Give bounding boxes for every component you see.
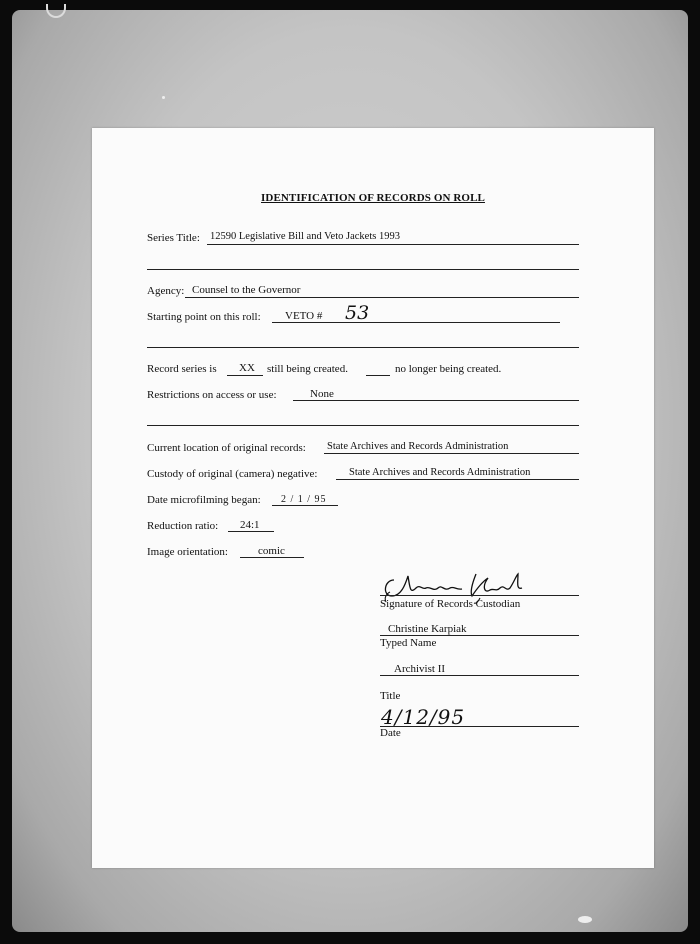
reduction-ratio-label: Reduction ratio:	[147, 520, 219, 532]
custody-value: State Archives and Records Administration	[349, 467, 531, 478]
record-series-no-longer-blank	[366, 375, 390, 376]
agency-value: Counsel to the Governor	[192, 284, 301, 296]
record-series-label: Record series is	[147, 363, 217, 375]
series-title-extra-line	[147, 269, 579, 270]
typed-name-value: Christine Karpiak	[388, 623, 467, 635]
series-title-label: Series Title:	[147, 232, 200, 244]
image-orientation-value: comic	[258, 545, 285, 557]
current-location-label: Current location of original records:	[147, 442, 306, 454]
signature-label: Signature of Records Custodian	[380, 598, 521, 610]
typed-name-label: Typed Name	[380, 637, 437, 649]
starting-point-underline	[272, 322, 560, 323]
restrictions-underline	[293, 400, 579, 401]
record-series-mark: XX	[239, 362, 255, 374]
restrictions-label: Restrictions on access or use:	[147, 389, 277, 401]
reduction-ratio-value: 24:1	[240, 519, 260, 531]
series-title-underline	[207, 244, 579, 245]
series-title-value: 12590 Legislative Bill and Veto Jackets 1993	[210, 231, 400, 242]
custody-label: Custody of original (camera) negative:	[147, 468, 318, 480]
date-began-underline	[272, 505, 338, 506]
current-location-value: State Archives and Records Administration	[327, 441, 509, 452]
records-form	[92, 128, 654, 868]
starting-point-handwritten-number: 53	[345, 302, 370, 324]
no-longer-being-created-text: no longer being created.	[395, 363, 502, 375]
date-label: Date	[380, 727, 401, 739]
starting-point-value: VETO #	[285, 310, 323, 322]
starting-point-extra-line	[147, 347, 579, 348]
agency-label: Agency:	[147, 285, 185, 297]
custody-underline	[336, 479, 579, 480]
restrictions-value: None	[310, 388, 334, 400]
film-speck	[162, 96, 165, 99]
film-speck	[578, 916, 592, 923]
title-label: Title	[380, 690, 401, 702]
starting-point-label: Starting point on this roll:	[147, 311, 261, 323]
reduction-ratio-underline	[228, 531, 274, 532]
agency-underline	[185, 297, 579, 298]
restrictions-extra-line	[147, 425, 579, 426]
still-being-created-text: still being created.	[267, 363, 348, 375]
date-began-value: 2 / 1 / 95	[281, 494, 327, 505]
record-series-still-blank	[227, 375, 263, 376]
microfilm-frame	[12, 10, 688, 932]
date-handwritten: 4/12/95	[381, 705, 466, 729]
current-location-underline	[324, 453, 579, 454]
date-underline	[380, 726, 579, 727]
title-value: Archivist II	[394, 663, 446, 675]
image-orientation-label: Image orientation:	[147, 546, 228, 558]
typed-name-underline	[380, 635, 579, 636]
image-orientation-underline	[240, 557, 304, 558]
film-corner-mark	[46, 4, 66, 18]
date-began-label: Date microfilming began:	[147, 494, 261, 506]
signature-underline	[380, 595, 579, 596]
form-heading: IDENTIFICATION OF RECORDS ON ROLL	[261, 192, 485, 204]
title-underline	[380, 675, 579, 676]
